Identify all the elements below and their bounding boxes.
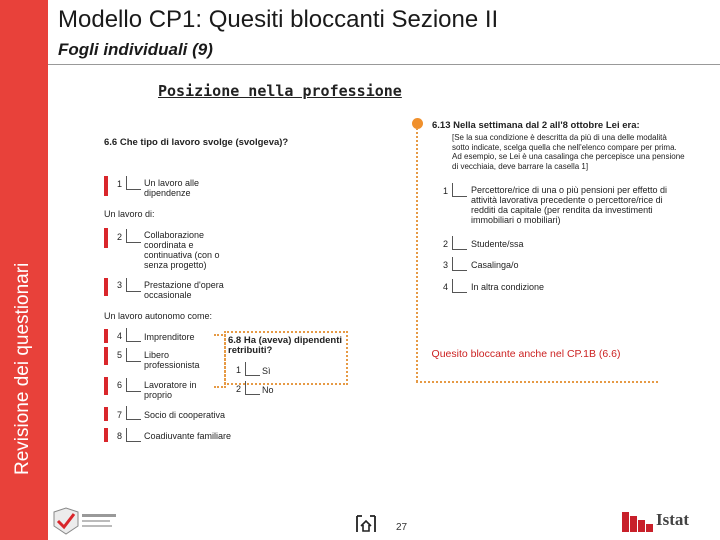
- q66-opt1: Un lavoro alle dipendenze: [144, 178, 200, 198]
- istat-logo-icon: [618, 510, 654, 532]
- section-title: Posizione nella professione: [158, 82, 402, 100]
- page-number: 27: [396, 522, 408, 533]
- q613-opt1: Percettore/rice di una o più pensioni per effetto di attività lavorativa precedente o percettore/rice di redditi da capitale (per rendita da investimenti immobiliari o mobiliari): [471, 185, 667, 225]
- q613-opt3: Casalinga/o: [471, 260, 519, 270]
- q68-opt2: No: [262, 385, 274, 395]
- red-marker: [104, 347, 108, 365]
- red-marker: [104, 176, 108, 196]
- q68-heading: 6.8 Ha (aveva) dipendenti retribuiti?: [228, 335, 343, 356]
- q66-opt2: Collaborazione coordinata e continuativa (con o senza progetto): [144, 230, 220, 270]
- page-subtitle: Fogli individuali (9): [58, 40, 213, 59]
- checkbox[interactable]: [452, 236, 467, 250]
- q66-opt6: Lavoratore in proprio: [144, 380, 197, 400]
- home-icon[interactable]: [354, 512, 378, 536]
- checkbox[interactable]: [452, 279, 467, 293]
- red-marker: [104, 407, 108, 421]
- checkbox[interactable]: [126, 406, 141, 420]
- checkbox[interactable]: [452, 257, 467, 271]
- q66-opt7: Socio di cooperativa: [144, 410, 226, 420]
- q66-opt4: Imprenditore: [144, 332, 195, 342]
- istat-logo-text: Istat: [656, 510, 690, 529]
- checkbox[interactable]: [126, 176, 141, 190]
- q66-opt3: Prestazione d'opera occasionale: [144, 280, 224, 300]
- red-marker: [104, 329, 108, 343]
- checkbox[interactable]: [126, 229, 141, 243]
- census-logo: [52, 506, 122, 536]
- q68-opt1: Sì: [262, 366, 271, 376]
- checkbox[interactable]: [245, 362, 260, 376]
- connector: [416, 128, 420, 382]
- checkbox[interactable]: [126, 348, 141, 362]
- red-marker: [104, 228, 108, 248]
- divider: [48, 64, 720, 65]
- red-marker: [104, 428, 108, 442]
- connector: [416, 381, 658, 383]
- blocking-note: Quesito bloccante anche nel CP.1B (6.6): [431, 348, 621, 360]
- q66-opt8: Coadiuvante familiare: [144, 431, 232, 441]
- checkbox[interactable]: [245, 381, 260, 395]
- red-marker: [104, 278, 108, 296]
- checkbox[interactable]: [452, 183, 467, 197]
- sidebar: [0, 0, 48, 540]
- q613-opt2: Studente/ssa: [471, 239, 524, 249]
- checkbox[interactable]: [126, 428, 141, 442]
- q66-heading: 6.6 Che tipo di lavoro svolge (svolgeva)?: [104, 137, 289, 148]
- q66-opt5: Libero professionista: [144, 350, 200, 370]
- q613-opt4: In altra condizione: [471, 282, 545, 292]
- sidebar-label: Revisione dei questionari: [12, 262, 33, 475]
- page-title: Modello CP1: Quesiti bloccanti Sezione II: [58, 6, 499, 33]
- checkbox[interactable]: [126, 278, 141, 292]
- q613-heading: 6.13 Nella settimana dal 2 all'8 ottobre Lei era:: [432, 120, 640, 131]
- q613-instructions: [Se la sua condizione è descritta da più di una delle modalità sotto indicate, scelga quella che nell'elenco compare per prima. Ad esempio, se Lei è una casalinga che percepisce una pensione di vecchiaia, deve barrare la casella 1]: [452, 133, 685, 171]
- q66-group2: Un lavoro autonomo come:: [104, 311, 213, 321]
- checkbox[interactable]: [126, 378, 141, 392]
- red-marker: [104, 377, 108, 395]
- checkbox[interactable]: [126, 328, 141, 342]
- q66-group1: Un lavoro di:: [104, 209, 155, 219]
